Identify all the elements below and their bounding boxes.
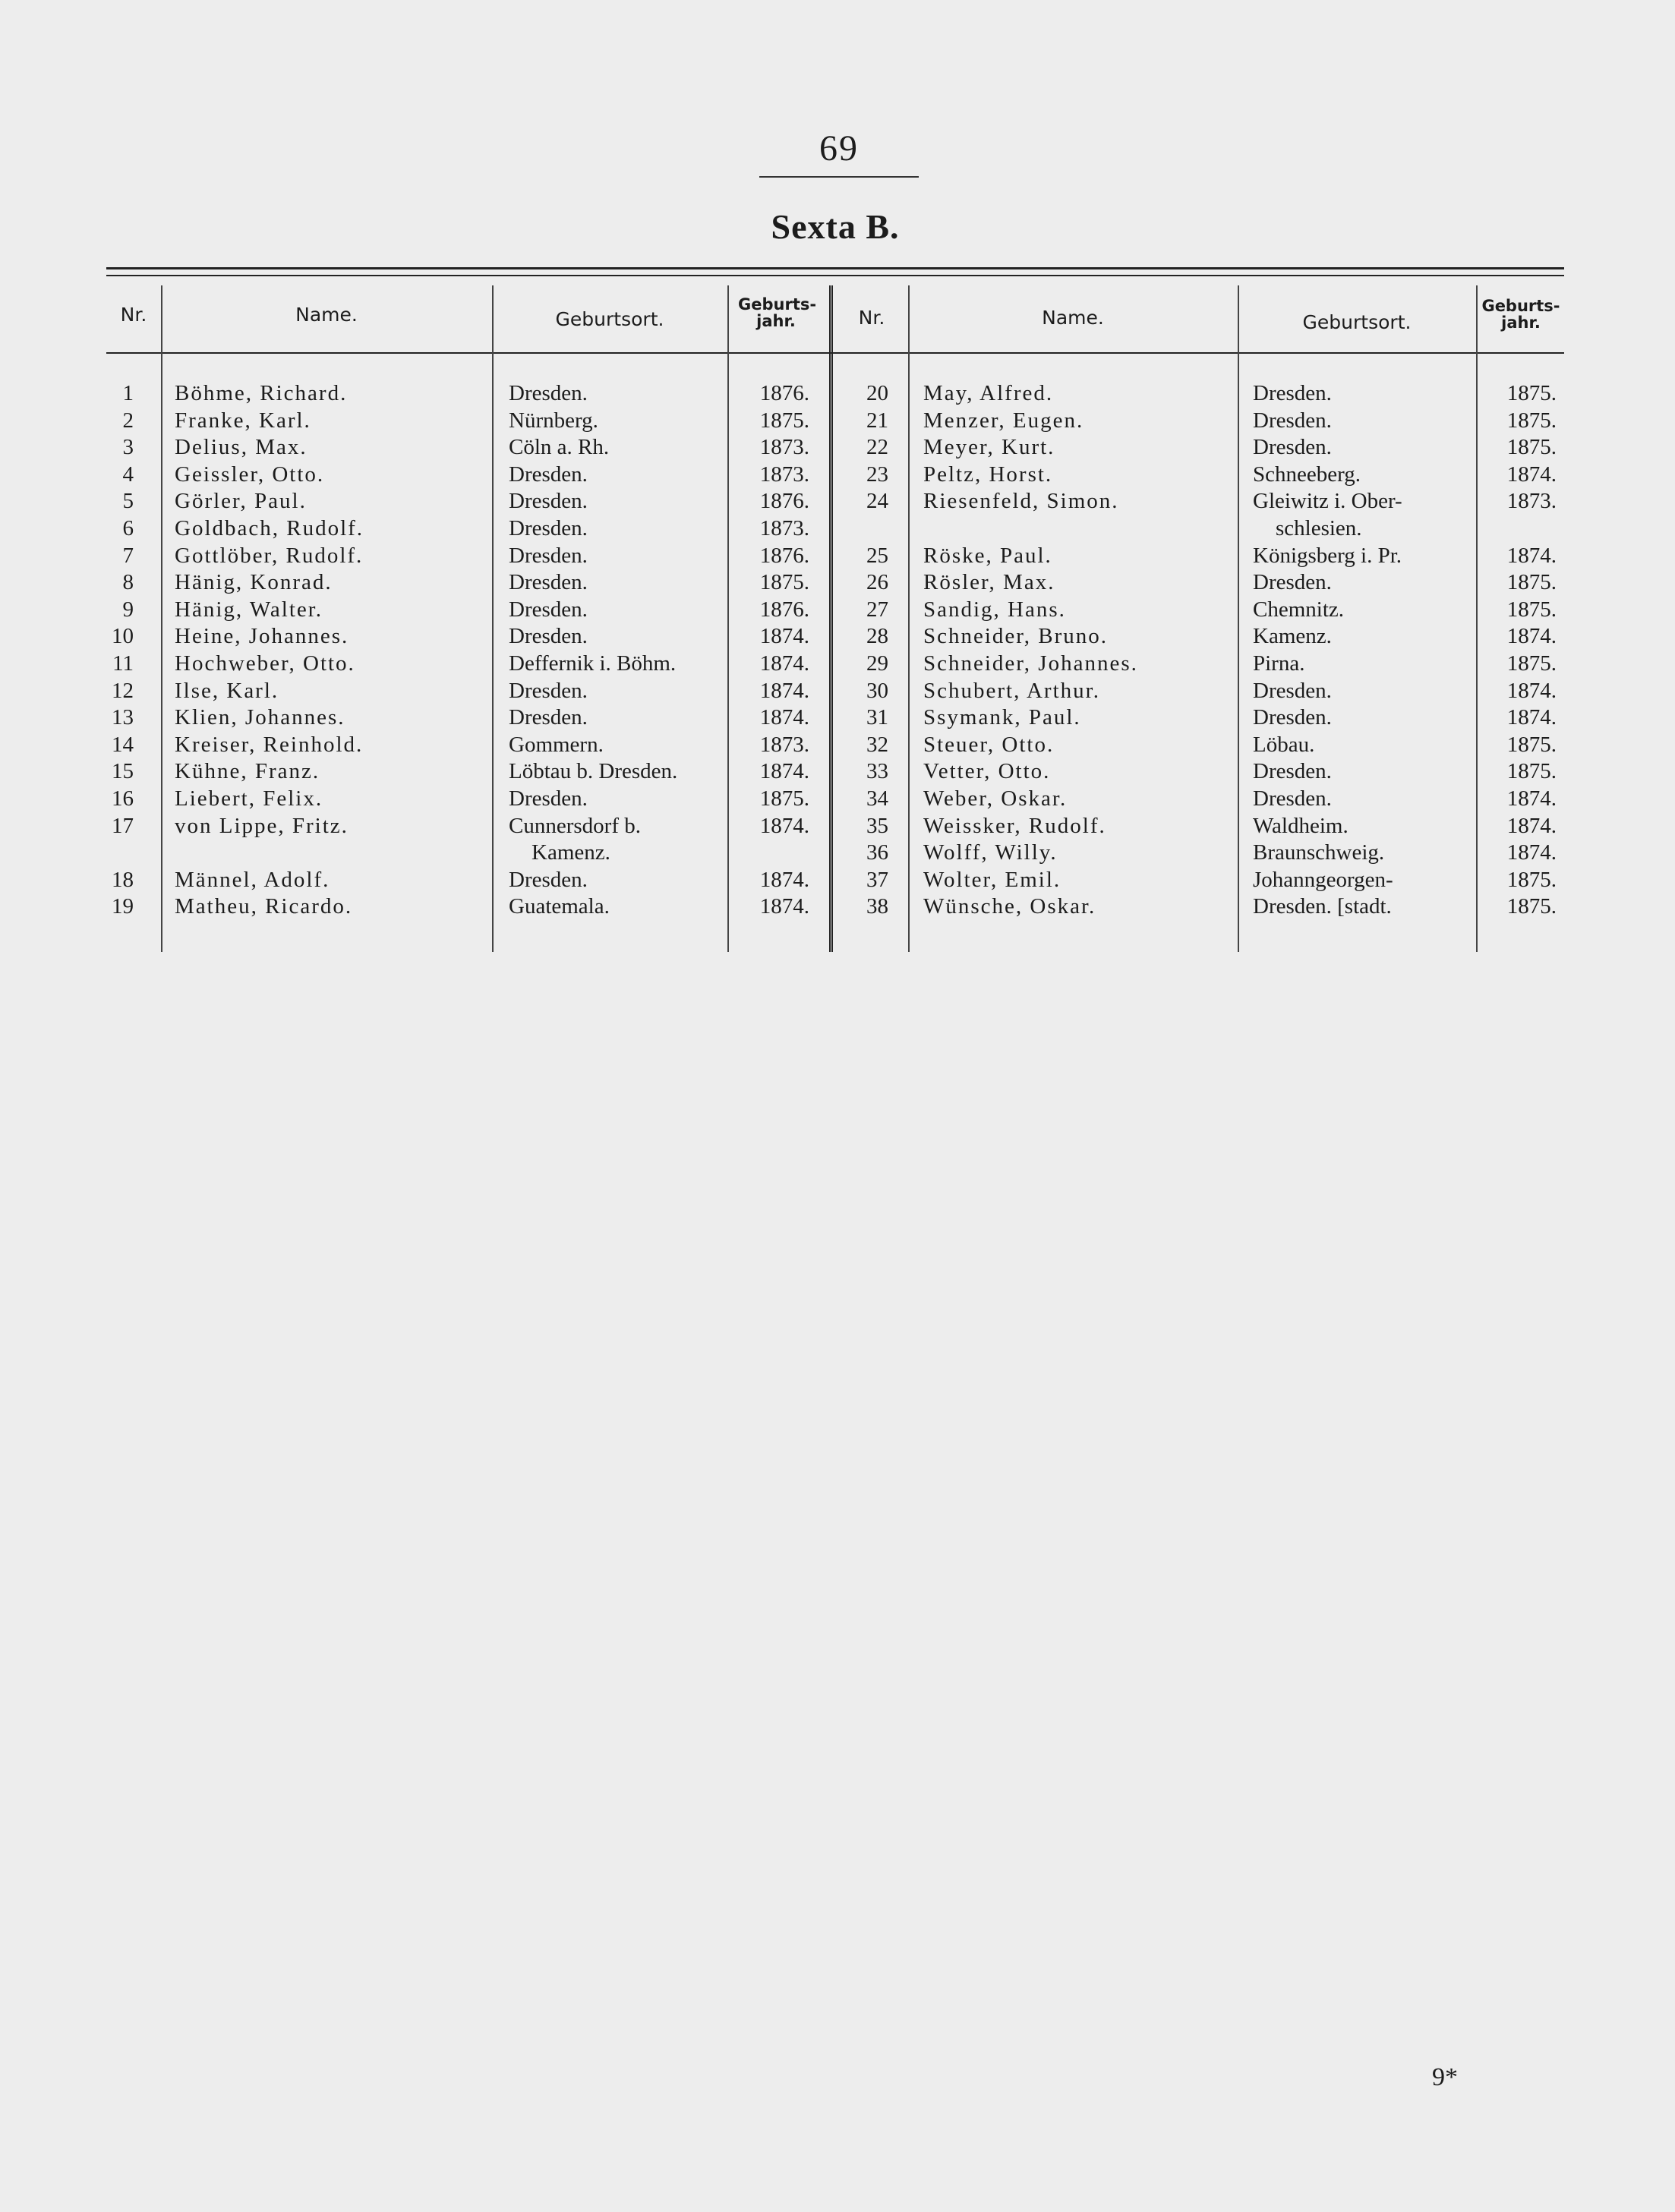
row-number: 9 <box>122 597 134 622</box>
student-name: Sandig, Hans. <box>923 597 1066 622</box>
student-name: Schneider, Bruno. <box>923 624 1109 649</box>
student-name: Steuer, Otto. <box>923 732 1055 757</box>
birth-year: 1874. <box>1506 624 1557 649</box>
student-name: Männel, Adolf. <box>175 867 330 892</box>
student-name: Ilse, Karl. <box>175 678 279 703</box>
row-number: 14 <box>112 732 134 757</box>
student-name: May, Alfred. <box>923 381 1054 405</box>
birthplace-continued: schlesien. <box>1276 516 1362 540</box>
birth-year: 1873. <box>759 516 809 540</box>
birthplace: Dresden. <box>509 570 588 595</box>
student-name: Delius, Max. <box>175 435 308 460</box>
birth-year: 1874. <box>759 624 809 649</box>
row-number: 34 <box>866 786 888 811</box>
birthplace: Dresden. <box>1253 786 1332 811</box>
birthplace: Dresden. <box>509 462 588 487</box>
birth-year: 1874. <box>1506 705 1557 730</box>
birth-year: 1875. <box>759 570 809 595</box>
birth-year: 1874. <box>1506 813 1557 838</box>
student-name: Röske, Paul. <box>923 543 1052 568</box>
header-bottom-rule <box>106 352 1564 354</box>
student-name: Rösler, Max. <box>923 570 1055 595</box>
birth-year: 1875. <box>1506 435 1557 460</box>
birth-year: 1875. <box>1506 381 1557 405</box>
birth-year: 1874. <box>759 705 809 730</box>
row-number: 25 <box>866 543 888 568</box>
birthplace: Chemnitz. <box>1253 597 1345 622</box>
birth-year: 1874. <box>1506 543 1557 568</box>
row-number: 32 <box>866 732 888 757</box>
row-number: 24 <box>866 489 888 514</box>
birthplace: Gommern. <box>509 732 604 757</box>
row-number: 19 <box>112 894 134 919</box>
birthplace: Dresden. <box>509 624 588 649</box>
student-name: Hänig, Walter. <box>175 597 323 622</box>
birthplace: Cunnersdorf b. <box>509 813 641 838</box>
birth-year: 1876. <box>759 489 809 514</box>
class-title: Sexta B. <box>771 207 900 246</box>
birthplace-continued: Kamenz. <box>532 840 610 865</box>
row-number: 2 <box>122 408 134 433</box>
birthplace: Königsberg i. Pr. <box>1253 543 1402 568</box>
birth-year: 1875. <box>1506 651 1557 676</box>
birthplace: Johanngeorgen- <box>1253 867 1393 892</box>
birth-year: 1875. <box>1506 867 1557 892</box>
birthplace: Löbau. <box>1253 732 1315 757</box>
birthplace: Dresden. <box>509 516 588 540</box>
row-number: 6 <box>122 516 134 540</box>
student-name: Gottlöber, Rudolf. <box>175 543 364 568</box>
birthplace: Dresden. <box>509 705 588 730</box>
row-number: 10 <box>112 624 134 649</box>
student-name: Meyer, Kurt. <box>923 435 1055 460</box>
birthplace: Guatemala. <box>509 894 610 919</box>
student-name: Wünsche, Oskar. <box>923 894 1096 919</box>
student-name: Schubert, Arthur. <box>923 678 1100 703</box>
birth-year: 1876. <box>759 543 809 568</box>
row-number: 4 <box>122 462 134 487</box>
row-number: 3 <box>122 435 134 460</box>
birthplace: Cöln a. Rh. <box>509 435 610 460</box>
row-number: 5 <box>122 489 134 514</box>
birthplace: Dresden. <box>509 543 588 568</box>
row-number: 17 <box>112 813 134 838</box>
student-name: Böhme, Richard. <box>175 381 348 405</box>
birthplace: Braunschweig. <box>1253 840 1385 865</box>
birth-year: 1875. <box>759 408 809 433</box>
birthplace: Löbtau b. Dresden. <box>509 759 678 784</box>
birth-year: 1876. <box>759 597 809 622</box>
birth-year: 1874. <box>1506 462 1557 487</box>
birth-year: 1873. <box>759 732 809 757</box>
birth-year: 1873. <box>1506 489 1557 514</box>
student-name: Vetter, Otto. <box>923 759 1051 784</box>
student-name: Liebert, Felix. <box>175 786 323 811</box>
header-birthyear: Geburts-jahr. <box>1481 297 1560 332</box>
birth-year: 1873. <box>759 435 809 460</box>
row-number: 15 <box>112 759 134 784</box>
birthplace: Deffernik i. Böhm. <box>509 651 677 676</box>
student-name: Menzer, Eugen. <box>923 408 1084 433</box>
page-signature: 9* <box>1432 2063 1458 2091</box>
student-name: Ssymank, Paul. <box>923 705 1081 730</box>
row-number: 29 <box>866 651 888 676</box>
table-top-rule-2 <box>106 275 1564 276</box>
col-divider <box>1238 285 1239 952</box>
birthplace: Pirna. <box>1253 651 1305 676</box>
birth-year: 1874. <box>759 894 809 919</box>
birthplace: Dresden. <box>1253 435 1332 460</box>
row-number: 23 <box>866 462 888 487</box>
row-number: 7 <box>122 543 134 568</box>
row-number: 11 <box>112 651 134 676</box>
birthplace: Schneeberg. <box>1253 462 1361 487</box>
row-number: 30 <box>866 678 888 703</box>
birthplace: Dresden. <box>1253 408 1332 433</box>
row-number: 37 <box>866 867 888 892</box>
student-name: Franke, Karl. <box>175 408 311 433</box>
row-number: 28 <box>866 624 888 649</box>
birthplace: Dresden. <box>509 786 588 811</box>
birth-year: 1873. <box>759 462 809 487</box>
student-name: Hänig, Konrad. <box>175 570 333 595</box>
student-name: Wolff, Willy. <box>923 840 1058 865</box>
table-top-rule <box>106 267 1564 269</box>
row-number: 16 <box>112 786 134 811</box>
row-number: 36 <box>866 840 888 865</box>
student-name: Heine, Johannes. <box>175 624 349 649</box>
birthplace: Dresden. <box>509 489 588 514</box>
table-center-divider <box>829 285 833 952</box>
student-name: Görler, Paul. <box>175 489 307 514</box>
birth-year: 1874. <box>759 651 809 676</box>
student-name: Klien, Johannes. <box>175 705 345 730</box>
col-divider <box>492 285 494 952</box>
row-number: 22 <box>866 435 888 460</box>
student-name: Riesenfeld, Simon. <box>923 489 1119 514</box>
header-nr: Nr. <box>120 304 147 326</box>
birth-year: 1874. <box>759 759 809 784</box>
birthplace: Gleiwitz i. Ober- <box>1253 489 1402 514</box>
student-name: Weissker, Rudolf. <box>923 813 1106 838</box>
header-name: Name. <box>1042 307 1104 329</box>
header-name: Name. <box>295 304 358 326</box>
birth-year: 1874. <box>1506 786 1557 811</box>
birth-year: 1874. <box>1506 840 1557 865</box>
birthplace: Dresden. <box>1253 678 1332 703</box>
student-name: Goldbach, Rudolf. <box>175 516 364 540</box>
birthplace: Dresden. <box>509 678 588 703</box>
student-name: Hochweber, Otto. <box>175 651 355 676</box>
row-number: 26 <box>866 570 888 595</box>
birth-year: 1875. <box>1506 597 1557 622</box>
row-number: 12 <box>112 678 134 703</box>
row-number: 20 <box>866 381 888 405</box>
birthplace: Dresden. <box>509 381 588 405</box>
birth-year: 1875. <box>1506 570 1557 595</box>
row-number: 18 <box>112 867 134 892</box>
birthplace: Dresden. <box>509 867 588 892</box>
birthplace: Waldheim. <box>1253 813 1349 838</box>
header-nr: Nr. <box>858 307 885 329</box>
header-birthyear: Geburts-jahr. <box>738 295 817 330</box>
row-number: 35 <box>866 813 888 838</box>
row-number: 13 <box>112 705 134 730</box>
page-number: 69 <box>819 128 859 169</box>
birth-year: 1875. <box>1506 894 1557 919</box>
student-name: Schneider, Johannes. <box>923 651 1138 676</box>
birthplace: Dresden. <box>509 597 588 622</box>
birthplace: Nürnberg. <box>509 408 598 433</box>
birth-year: 1875. <box>759 786 809 811</box>
row-number: 1 <box>122 381 134 405</box>
student-name: Weber, Oskar. <box>923 786 1068 811</box>
row-number: 31 <box>866 705 888 730</box>
student-name: von Lippe, Fritz. <box>175 813 349 838</box>
birth-year: 1875. <box>1506 759 1557 784</box>
birth-year: 1875. <box>1506 732 1557 757</box>
col-divider <box>908 285 910 952</box>
student-name: Geissler, Otto. <box>175 462 325 487</box>
birth-year: 1874. <box>759 813 809 838</box>
row-number: 27 <box>866 597 888 622</box>
row-number: 33 <box>866 759 888 784</box>
birth-year: 1876. <box>759 381 809 405</box>
student-name: Matheu, Ricardo. <box>175 894 353 919</box>
birth-year: 1874. <box>759 867 809 892</box>
birthplace: Dresden. <box>1253 759 1332 784</box>
birthplace: Kamenz. <box>1253 624 1332 649</box>
student-name: Wolter, Emil. <box>923 867 1061 892</box>
page-number-rule <box>759 176 919 178</box>
birthplace: Dresden. [stadt. <box>1253 894 1392 919</box>
birth-year: 1874. <box>759 678 809 703</box>
row-number: 38 <box>866 894 888 919</box>
row-number: 8 <box>122 570 134 595</box>
birthplace: Dresden. <box>1253 705 1332 730</box>
header-birthplace: Geburtsort. <box>1302 311 1412 333</box>
col-divider <box>161 285 162 952</box>
birth-year: 1874. <box>1506 678 1557 703</box>
birth-year: 1875. <box>1506 408 1557 433</box>
student-name: Peltz, Horst. <box>923 462 1053 487</box>
row-number: 21 <box>866 408 888 433</box>
student-name: Kühne, Franz. <box>175 759 320 784</box>
birthplace: Dresden. <box>1253 381 1332 405</box>
header-birthplace: Geburtsort. <box>555 308 664 330</box>
birthplace: Dresden. <box>1253 570 1332 595</box>
student-name: Kreiser, Reinhold. <box>175 732 364 757</box>
